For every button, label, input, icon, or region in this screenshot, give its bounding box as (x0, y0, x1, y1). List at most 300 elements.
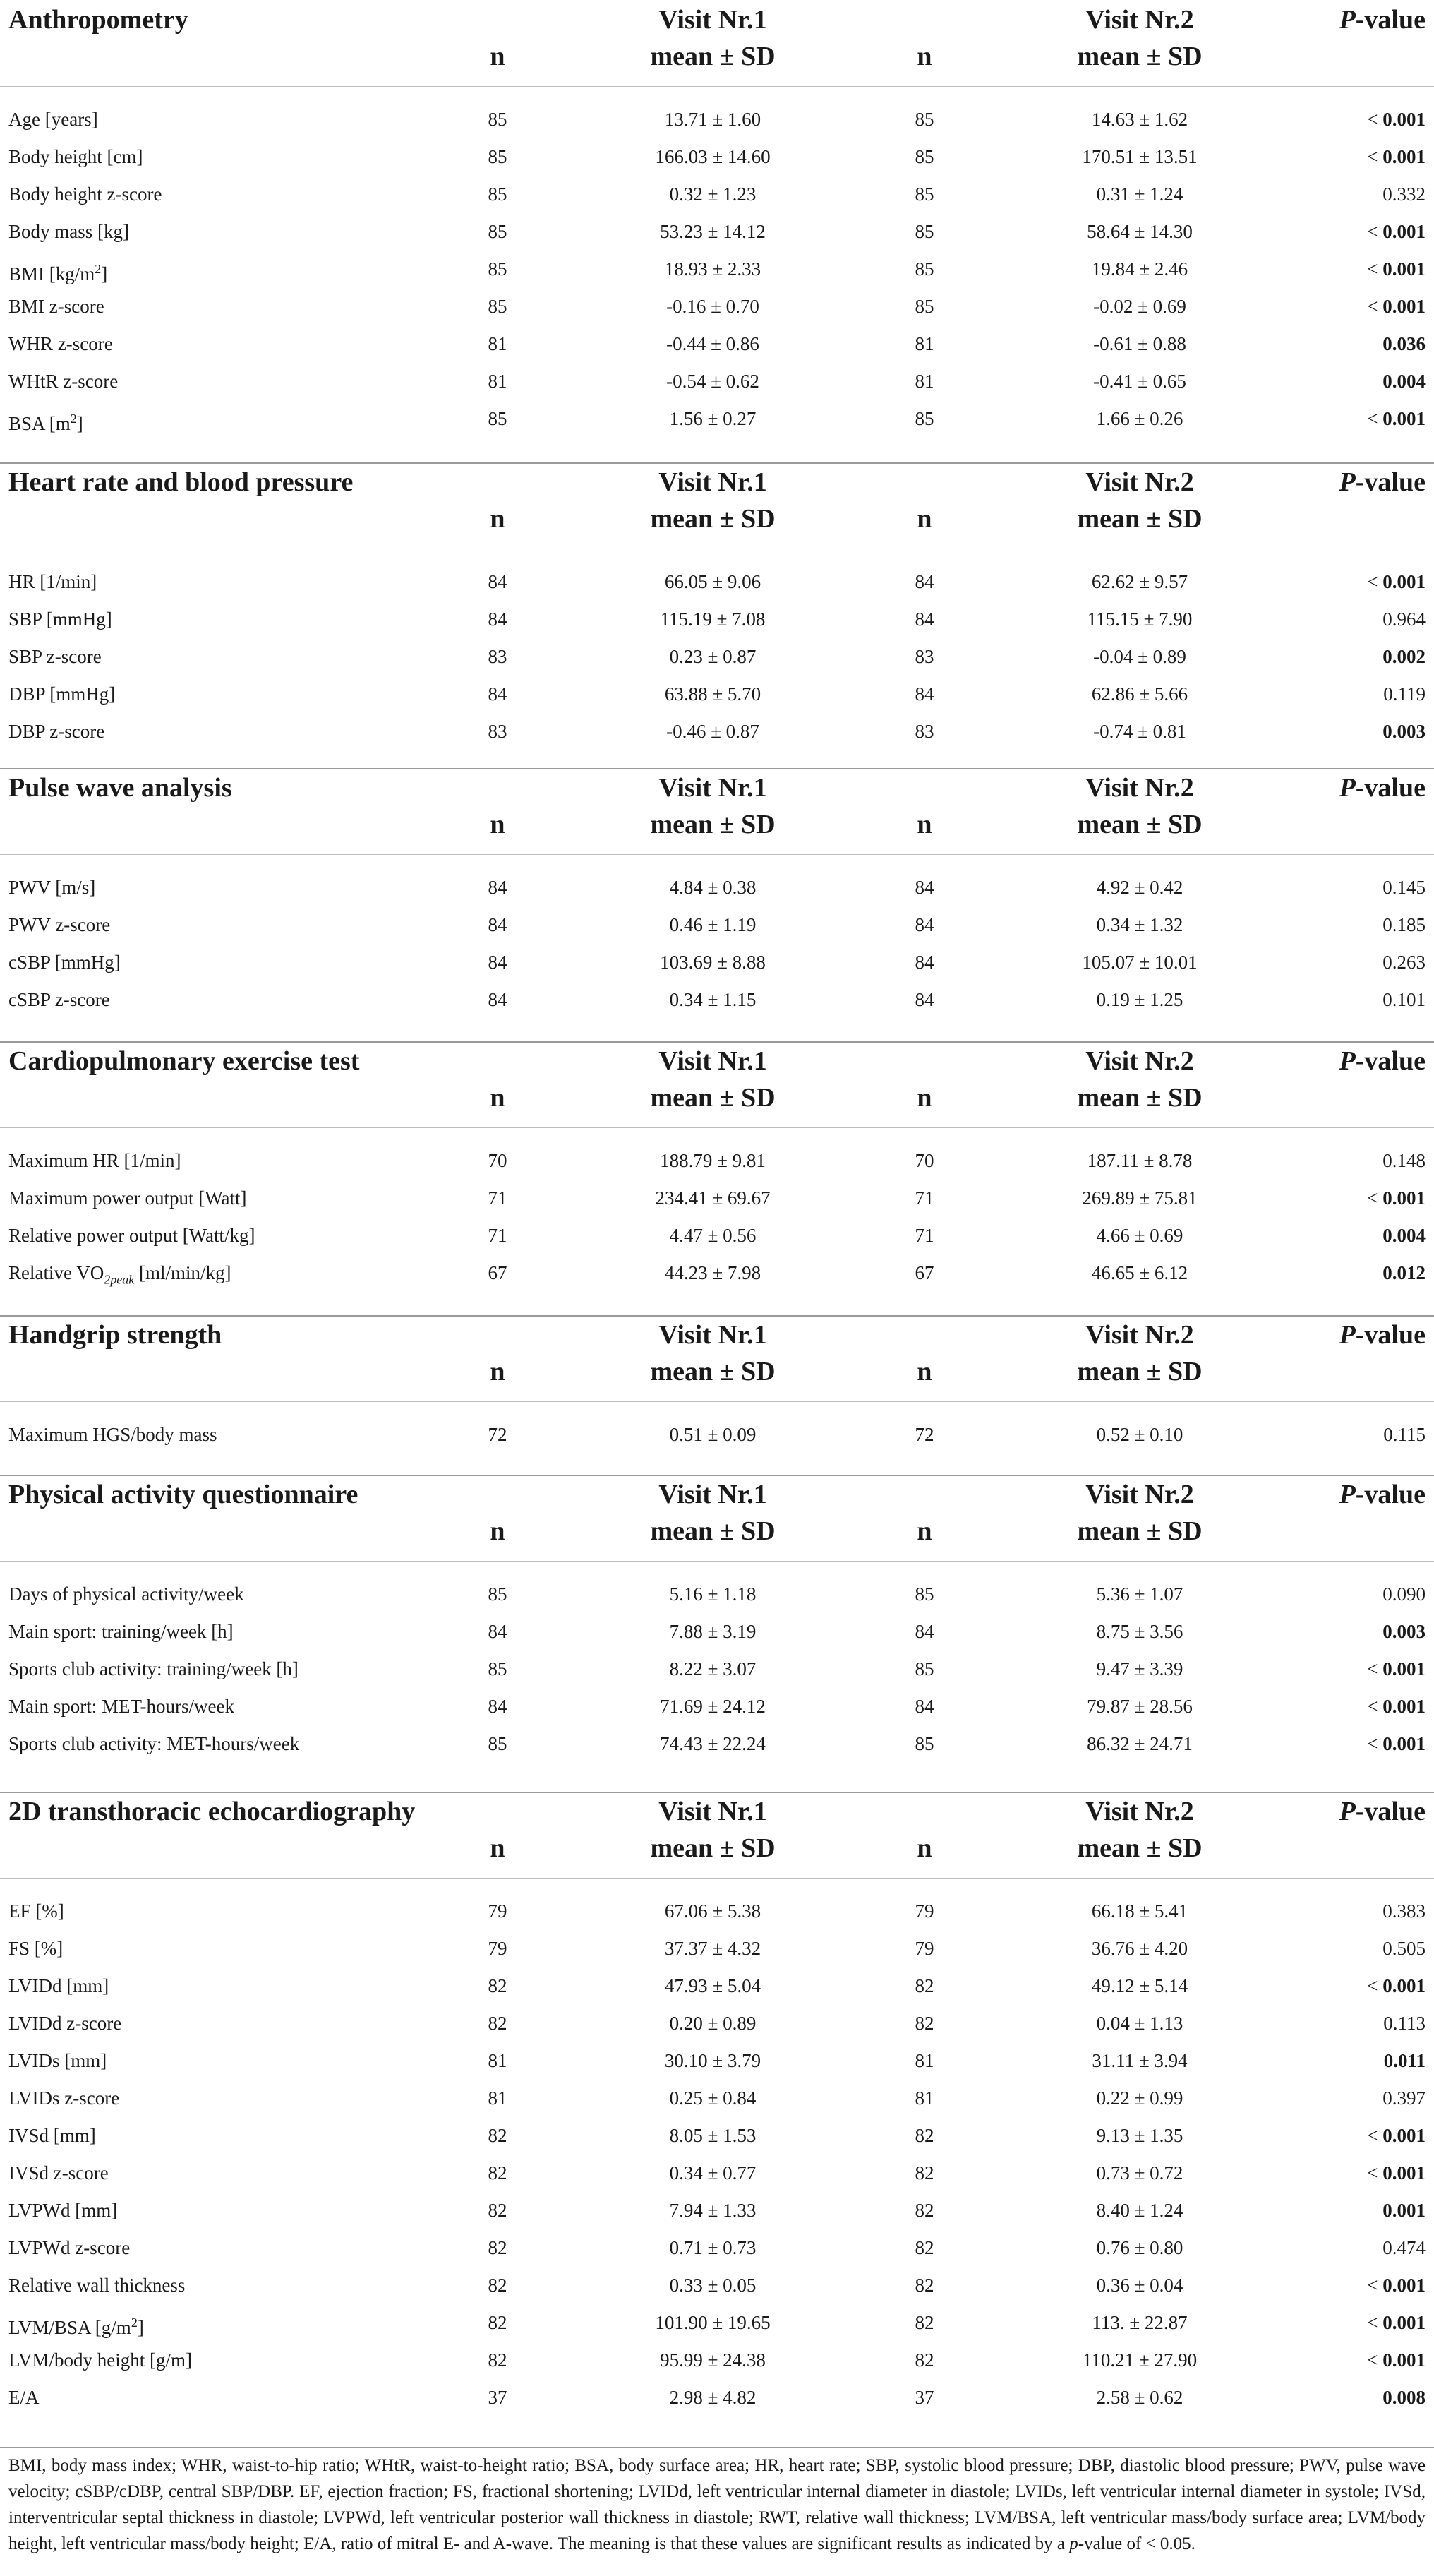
header-rule (0, 1878, 1434, 1879)
visit2-mean-sd: 0.04 ± 1.13 (1096, 2013, 1183, 2034)
visit2-mean-sd: 269.89 ± 75.81 (1082, 1187, 1198, 1209)
mean-sd-header: mean ± SD (650, 42, 776, 71)
table-row (0, 251, 1434, 288)
table-row (0, 1142, 1434, 1180)
row-label-text: EF [%] (8, 1900, 64, 1922)
less-than-symbol: < (1367, 2312, 1383, 2333)
row-label-text: Relative power output [Watt/kg] (8, 1225, 255, 1246)
row-label-text: Sports club activity: MET-hours/week (8, 1733, 300, 1754)
p-value-number: 0.012 (1382, 1262, 1426, 1283)
section-separator (0, 768, 1434, 769)
visit2-n: 82 (915, 2013, 934, 2034)
visit1-mean-sd: 0.25 ± 0.84 (669, 2087, 757, 2109)
visit2-header: Visit Nr.2 (1085, 1797, 1194, 1826)
p-value-number: 0.001 (1382, 1696, 1426, 1717)
visit2-n: 82 (915, 2275, 934, 2296)
visit2-mean-sd: 36.76 ± 4.20 (1091, 1938, 1188, 1959)
section-separator (0, 1041, 1434, 1043)
p-value-label: -value (1355, 1797, 1426, 1826)
visit1-n: 82 (488, 2200, 507, 2221)
row-label-text: LVPWd z-score (8, 2237, 131, 2258)
p-value-number: 0.002 (1382, 646, 1426, 667)
p-value-label: -value (1355, 1480, 1426, 1509)
visit2-n: 81 (915, 371, 934, 392)
p-value (1367, 213, 1426, 251)
p-value (1367, 563, 1426, 601)
visit2-n: 81 (915, 2087, 934, 2109)
row-label (8, 288, 104, 325)
visit1-mean-sd: 5.16 ± 1.18 (669, 1583, 757, 1605)
row-label-text: LVIDd [mm] (8, 1975, 109, 1996)
visit1-mean-sd: 4.84 ± 0.38 (669, 877, 757, 898)
row-label (8, 2005, 121, 2042)
visit1-header: Visit Nr.1 (658, 773, 767, 803)
header-rule (0, 1561, 1434, 1562)
row-label (8, 176, 162, 213)
row-label (8, 138, 143, 176)
row-label-text: LVIDs [mm] (8, 2050, 107, 2071)
visit2-mean-sd: -0.02 ± 0.69 (1093, 296, 1186, 317)
p-value (1382, 363, 1426, 400)
table-row (0, 1217, 1434, 1254)
visit1-mean-sd: 8.05 ± 1.53 (669, 2125, 757, 2146)
visit1-mean-sd: 95.99 ± 24.38 (660, 2349, 766, 2371)
row-label (8, 2304, 144, 2347)
p-value (1367, 101, 1426, 138)
row-label-text: DBP z-score (8, 721, 105, 742)
row-label (8, 944, 121, 981)
visit2-n: 72 (915, 1424, 934, 1445)
table-row (0, 213, 1434, 251)
table-row (0, 1254, 1434, 1292)
p-value (1382, 944, 1426, 981)
p-value (1367, 1688, 1426, 1725)
table-row (0, 363, 1434, 400)
row-label-text: Maximum HR [1/min] (8, 1150, 181, 1171)
row-label (8, 400, 83, 443)
p-value-number: 0.001 (1382, 2125, 1426, 2146)
row-label-text: Main sport: training/week [h] (8, 1621, 234, 1642)
table-row (0, 2229, 1434, 2267)
less-than-symbol: < (1367, 1187, 1383, 1209)
visit1-header: Visit Nr.1 (658, 1480, 767, 1509)
p-value-label: -value (1355, 1046, 1426, 1076)
visit1-n: 85 (488, 221, 507, 242)
less-than-symbol: < (1367, 2349, 1383, 2371)
p-value-number: 0.001 (1382, 2349, 1426, 2371)
visit1-mean-sd: 7.88 ± 3.19 (669, 1621, 757, 1642)
p-value-number: 0.505 (1382, 1938, 1426, 1959)
visit2-mean-sd: 0.76 ± 0.80 (1096, 2237, 1183, 2258)
visit1-mean-sd: -0.54 ± 0.62 (666, 371, 759, 392)
p-value-number: 0.001 (1382, 1187, 1426, 1209)
visit1-mean-sd: 37.37 ± 4.32 (664, 1938, 761, 1959)
visit2-n: 85 (915, 184, 934, 205)
row-label-text: Days of physical activity/week (8, 1583, 244, 1605)
visit2-n: 85 (915, 296, 934, 317)
table-row (0, 325, 1434, 363)
visit1-mean-sd: 0.32 ± 1.23 (669, 184, 757, 205)
visit1-mean-sd: 71.69 ± 24.12 (660, 1696, 766, 1717)
row-label (8, 1613, 234, 1651)
row-label (8, 2229, 130, 2267)
p-value-number: 0.001 (1382, 109, 1426, 130)
table-row (0, 400, 1434, 438)
visit1-mean-sd: 0.20 ± 0.89 (669, 2013, 757, 2034)
table-row (0, 713, 1434, 750)
p-value (1383, 1416, 1426, 1454)
visit1-n: 84 (488, 609, 507, 630)
p-value (1382, 1217, 1426, 1254)
visit2-mean-sd: 62.62 ± 9.57 (1091, 571, 1188, 592)
visit2-mean-sd: 170.51 ± 13.51 (1082, 146, 1198, 167)
n-header: n (490, 1516, 505, 1546)
visit2-header: Visit Nr.2 (1085, 1320, 1194, 1350)
p-value-number: 0.001 (1382, 296, 1426, 317)
table-row (0, 2192, 1434, 2229)
visit2-mean-sd: 4.92 ± 0.42 (1096, 877, 1183, 898)
table-row (0, 1967, 1434, 2005)
visit1-n: 85 (488, 184, 507, 205)
p-value (1382, 601, 1426, 638)
row-label-subscript: 2peak (104, 1272, 135, 1287)
row-label-text: Relative wall thickness (8, 2275, 186, 2296)
less-than-symbol: < (1367, 1975, 1383, 1996)
row-label-text: SBP z-score (8, 646, 102, 667)
n-header: n (490, 1833, 505, 1863)
visit2-n: 82 (915, 2162, 934, 2183)
p-value-header (1339, 1796, 1426, 1827)
table-row (0, 906, 1434, 944)
visit2-n: 82 (915, 2312, 934, 2333)
table-row (0, 2042, 1434, 2080)
visit2-mean-sd: 110.21 ± 27.90 (1082, 2349, 1198, 2371)
row-label (8, 2155, 109, 2192)
mean-sd-header: mean ± SD (1077, 1357, 1203, 1386)
row-label-text: LVIDd z-score (8, 2013, 122, 2034)
visit2-n: 85 (915, 1733, 934, 1754)
row-label (8, 1688, 234, 1725)
row-label (8, 2192, 117, 2229)
p-symbol: P (1339, 1480, 1356, 1509)
visit2-n: 85 (915, 146, 934, 167)
visit1-mean-sd: 0.34 ± 1.15 (669, 989, 757, 1010)
visit1-mean-sd: 0.46 ± 1.19 (669, 914, 757, 935)
table-row (0, 2155, 1434, 2192)
visit1-n: 85 (488, 146, 507, 167)
row-label-text: E/A (8, 2387, 40, 2408)
visit1-n: 84 (488, 877, 507, 898)
p-value-number: 0.001 (1382, 1733, 1426, 1754)
mean-sd-header: mean ± SD (1077, 810, 1203, 839)
visit1-mean-sd: 101.90 ± 19.65 (655, 2312, 771, 2333)
p-value-number: 0.003 (1382, 1621, 1426, 1642)
p-value-number: 0.474 (1382, 2237, 1426, 2258)
footnote-p-symbol: p (1069, 2534, 1078, 2553)
visit2-n: 84 (915, 609, 934, 630)
p-value-header (1339, 772, 1426, 803)
row-label-tail: ] (137, 2317, 144, 2338)
row-label-text: IVSd z-score (8, 2162, 109, 2183)
p-value (1382, 176, 1426, 213)
visit2-n: 70 (915, 1150, 934, 1171)
row-label (8, 1967, 109, 2005)
row-label (8, 2042, 107, 2080)
visit1-n: 81 (488, 2087, 507, 2109)
p-value (1367, 1180, 1426, 1217)
visit2-n: 82 (915, 2200, 934, 2221)
visit2-n: 85 (915, 408, 934, 429)
p-value-number: 0.383 (1382, 1900, 1426, 1922)
visit1-n: 79 (488, 1938, 507, 1959)
p-value-number: 0.001 (1382, 1975, 1426, 1996)
p-value-number: 0.011 (1383, 2050, 1426, 2071)
row-label (8, 1893, 64, 1930)
n-header: n (490, 504, 505, 534)
p-value-number: 0.145 (1382, 877, 1426, 898)
p-value (1382, 1930, 1426, 1967)
visit1-mean-sd: 4.47 ± 0.56 (669, 1225, 757, 1246)
visit1-mean-sd: 234.41 ± 69.67 (655, 1187, 771, 1209)
visit1-mean-sd: 7.94 ± 1.33 (669, 2200, 757, 2221)
row-label (8, 1930, 63, 1967)
table-row (0, 2379, 1434, 2416)
visit1-mean-sd: 0.51 ± 0.09 (669, 1424, 757, 1445)
section-separator (0, 1475, 1434, 1476)
row-label-tail: ] (101, 263, 108, 284)
row-label (8, 1142, 181, 1180)
visit2-mean-sd: -0.61 ± 0.88 (1093, 333, 1186, 354)
visit2-mean-sd: -0.41 ± 0.65 (1093, 371, 1186, 392)
row-label-text: FS [%] (8, 1938, 64, 1959)
visit2-mean-sd: 0.31 ± 1.24 (1096, 184, 1183, 205)
p-value-label: -value (1355, 773, 1426, 803)
mean-sd-header: mean ± SD (1077, 1083, 1203, 1113)
visit2-mean-sd: 0.52 ± 0.10 (1096, 1424, 1183, 1445)
row-label-text: BSA [m (8, 413, 71, 434)
visit2-n: 79 (915, 1900, 934, 1922)
p-value-header (1339, 4, 1426, 35)
p-value (1367, 2342, 1426, 2379)
visit1-n: 79 (488, 1900, 507, 1922)
p-value (1367, 400, 1426, 438)
visit2-header: Visit Nr.2 (1085, 5, 1194, 35)
row-label-superscript: 2 (131, 2316, 138, 2330)
visit2-mean-sd: 62.86 ± 5.66 (1091, 683, 1188, 705)
visit1-header: Visit Nr.1 (658, 1046, 767, 1076)
section-separator (0, 462, 1434, 464)
p-value (1367, 1651, 1426, 1688)
p-value (1384, 2042, 1426, 2080)
visit2-n: 79 (915, 1938, 934, 1959)
section-title: Handgrip strength (8, 1320, 222, 1350)
mean-sd-header: mean ± SD (1077, 504, 1203, 534)
row-label-text: WHtR z-score (8, 371, 119, 392)
n-header: n (490, 42, 505, 71)
visit2-mean-sd: 66.18 ± 5.41 (1091, 1900, 1188, 1922)
n-header: n (917, 1357, 932, 1386)
visit1-n: 82 (488, 1975, 507, 1996)
p-value-header (1339, 1046, 1426, 1077)
table-bottom-rule (0, 2447, 1434, 2448)
visit2-n: 85 (915, 221, 934, 242)
visit1-header: Visit Nr.1 (658, 467, 767, 497)
table-row (0, 1180, 1434, 1217)
table-row (0, 1725, 1434, 1763)
row-label (8, 713, 104, 750)
visit2-n: 82 (915, 2349, 934, 2371)
visit2-mean-sd: 1.66 ± 0.26 (1096, 408, 1183, 429)
visit1-n: 81 (488, 371, 507, 392)
visit2-mean-sd: 8.75 ± 3.56 (1096, 1621, 1183, 1642)
row-label (8, 638, 102, 676)
less-than-symbol: < (1367, 1696, 1383, 1717)
row-label (8, 251, 107, 293)
visit2-mean-sd: 9.13 ± 1.35 (1096, 2125, 1183, 2146)
visit2-mean-sd: 8.40 ± 1.24 (1096, 2200, 1183, 2221)
n-header: n (917, 810, 932, 839)
table-row (0, 2117, 1434, 2155)
row-label-text: cSBP [mmHg] (8, 952, 121, 973)
p-value-number: 0.008 (1382, 2387, 1426, 2408)
p-value-header (1339, 467, 1426, 498)
p-value-number: 0.332 (1382, 184, 1426, 205)
table-row (0, 2005, 1434, 2042)
mean-sd-header: mean ± SD (650, 504, 776, 534)
row-label (8, 1217, 255, 1254)
less-than-symbol: < (1367, 2162, 1383, 2183)
p-value-number: 0.115 (1383, 1424, 1426, 1445)
p-value (1382, 981, 1426, 1019)
visit2-n: 84 (915, 952, 934, 973)
p-value (1367, 288, 1426, 325)
table-row (0, 2342, 1434, 2379)
table-row (0, 1613, 1434, 1651)
table-row (0, 288, 1434, 325)
less-than-symbol: < (1367, 296, 1383, 317)
visit1-n: 82 (488, 2312, 507, 2333)
row-label-text: Maximum HGS/body mass (8, 1424, 217, 1445)
visit1-n: 85 (488, 1658, 507, 1679)
visit2-mean-sd: 2.58 ± 0.62 (1096, 2387, 1183, 2408)
row-label (8, 325, 113, 363)
visit2-mean-sd: 58.64 ± 14.30 (1087, 221, 1193, 242)
p-value (1382, 1254, 1426, 1292)
p-value-number: 0.964 (1382, 609, 1426, 630)
p-value-label: -value (1355, 5, 1426, 35)
p-value-number: 0.001 (1382, 146, 1426, 167)
visit2-n: 84 (915, 877, 934, 898)
p-symbol: P (1339, 5, 1356, 35)
p-value-number: 0.001 (1382, 258, 1426, 280)
table-footnote (8, 2452, 1426, 2557)
less-than-symbol: < (1367, 146, 1383, 167)
p-value (1382, 2192, 1426, 2229)
p-value (1382, 869, 1426, 906)
visit2-mean-sd: 86.32 ± 24.71 (1087, 1733, 1193, 1754)
p-value-number: 0.004 (1382, 1225, 1426, 1246)
table-row (0, 2304, 1434, 2342)
visit2-mean-sd: 79.87 ± 28.56 (1087, 1696, 1193, 1717)
visit2-n: 84 (915, 1696, 934, 1717)
table-row (0, 869, 1434, 906)
visit2-n: 82 (915, 2237, 934, 2258)
less-than-symbol: < (1367, 1658, 1383, 1679)
row-label-text: LVPWd [mm] (8, 2200, 118, 2221)
p-value-label: -value (1355, 467, 1426, 497)
row-label (8, 2379, 40, 2416)
p-value (1382, 906, 1426, 944)
p-value (1367, 251, 1426, 288)
visit2-mean-sd: 105.07 ± 10.01 (1082, 952, 1198, 973)
visit1-mean-sd: 115.19 ± 7.08 (660, 609, 766, 630)
row-label-text: Body mass [kg] (8, 221, 129, 242)
visit1-mean-sd: 2.98 ± 4.82 (669, 2387, 757, 2408)
p-value-number: 0.263 (1382, 952, 1426, 973)
footnote-text: BMI, body mass index; WHR, waist-to-hip ratio; WHtR, waist-to-height ratio; BSA, body surface area; HR, heart rate; SBP, systolic blood pressure; DBP, diastolic blood pressure; PWV, pulse wave velocity; cSBP/cDBP, central SBP/DBP. EF, ejection fraction; FS, fractional shortening; LVIDd, left ventricular internal diameter in diastole; LVIDs, left ventricular internal diameter in systole; IVSd, interventricular septal thickness in diastole; LVPWd, left ventricular posterior wall thickness in diastole; RWT, relative wall thickness; LVM/BSA, left ventricular mass/body surface area; LVM/body height, left ventricular mass/body height; E/A, ratio of mitral E- and A-wave. The meaning is that these values are significant results as indicated by a (8, 2456, 1426, 2553)
visit1-mean-sd: 18.93 ± 2.33 (664, 258, 761, 280)
visit2-n: 85 (915, 1583, 934, 1605)
mean-sd-header: mean ± SD (1077, 42, 1203, 71)
visit1-n: 71 (488, 1225, 507, 1246)
table-row (0, 676, 1434, 713)
visit1-n: 84 (488, 1696, 507, 1717)
p-value (1383, 676, 1426, 713)
row-label-text: cSBP z-score (8, 989, 110, 1010)
visit1-n: 84 (488, 952, 507, 973)
less-than-symbol: < (1367, 1733, 1383, 1754)
visit2-n: 85 (915, 258, 934, 280)
n-header: n (917, 1516, 932, 1546)
visit2-n: 71 (915, 1187, 934, 1209)
row-label (8, 1576, 244, 1613)
visit2-header: Visit Nr.2 (1085, 773, 1194, 803)
p-value (1382, 1576, 1426, 1613)
table-row (0, 2267, 1434, 2304)
visit2-mean-sd: 19.84 ± 2.46 (1091, 258, 1188, 280)
n-header: n (490, 810, 505, 839)
visit1-mean-sd: 67.06 ± 5.38 (664, 1900, 761, 1922)
table-row (0, 944, 1434, 981)
table-row (0, 1651, 1434, 1688)
row-label (8, 1254, 231, 1298)
visit2-n: 83 (915, 721, 934, 742)
row-label (8, 2117, 96, 2155)
visit1-n: 82 (488, 2125, 507, 2146)
visit1-mean-sd: 0.33 ± 0.05 (669, 2275, 757, 2296)
p-value (1382, 713, 1426, 750)
visit1-mean-sd: 66.05 ± 9.06 (664, 571, 761, 592)
p-value (1382, 1893, 1426, 1930)
visit1-mean-sd: 63.88 ± 5.70 (664, 683, 761, 705)
n-header: n (490, 1083, 505, 1113)
footnote-tail: -value of < 0.05. (1078, 2534, 1195, 2553)
row-label-text: PWV [m/s] (8, 877, 96, 898)
visit2-n: 84 (915, 683, 934, 705)
n-header: n (490, 1357, 505, 1386)
p-value (1382, 638, 1426, 676)
header-rule (0, 1127, 1434, 1128)
p-value (1367, 2304, 1426, 2342)
visit1-n: 71 (488, 1187, 507, 1209)
p-value-number: 0.001 (1382, 2275, 1426, 2296)
less-than-symbol: < (1367, 2125, 1383, 2146)
visit1-n: 84 (488, 571, 507, 592)
section-title: Anthropometry (8, 5, 188, 35)
visit2-n: 37 (915, 2387, 934, 2408)
section-separator (0, 1792, 1434, 1793)
p-value-number: 0.185 (1382, 914, 1426, 935)
